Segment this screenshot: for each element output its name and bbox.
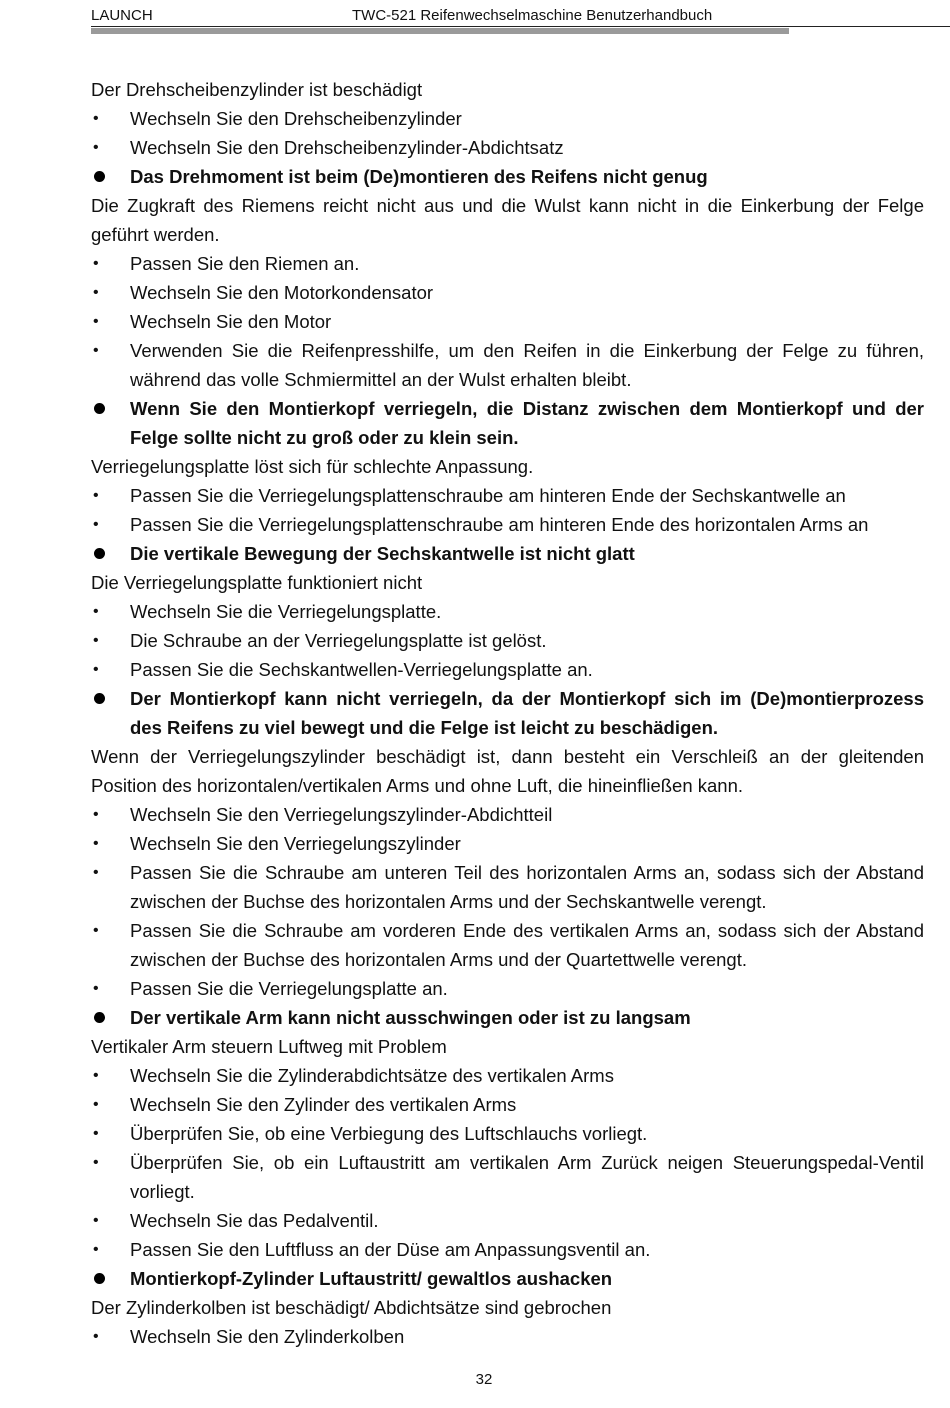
bullet-icon: • xyxy=(93,661,99,678)
bullet-item xyxy=(91,974,924,1003)
bullet-item xyxy=(91,336,924,394)
bullet-icon: • xyxy=(93,516,99,533)
bullet-item xyxy=(91,1322,924,1351)
bullet-item xyxy=(91,626,924,655)
bullet-text: Passen Sie den Riemen an. xyxy=(130,253,360,274)
bullet-icon: • xyxy=(93,864,99,881)
bullet-text: Wechseln Sie den Drehscheibenzylinder xyxy=(130,108,462,129)
bullet-icon: • xyxy=(93,139,99,156)
paragraph: Vertikaler Arm steuern Luftweg mit Problem xyxy=(91,1036,447,1057)
document-body xyxy=(91,75,924,1351)
bullet-item xyxy=(91,249,924,278)
bullet-text: Wechseln Sie das Pedalventil. xyxy=(130,1210,379,1231)
bullet-icon: • xyxy=(93,342,99,359)
section-heading xyxy=(91,1003,924,1032)
bullet-text: Passen Sie die Schraube am unteren Teil des horizontalen Arms an, sodass sich der Abstand zwischen der Buchse des horizontalen Arms und der Sechskantwelle verengt. xyxy=(130,862,924,912)
bullet-item xyxy=(91,916,924,974)
bullet-text: Überprüfen Sie, ob ein Luftaustritt am vertikalen Arm Zurück neigen Steuerungspedal-Ventil vorliegt. xyxy=(130,1152,924,1202)
bullet-icon: • xyxy=(93,284,99,301)
page-header xyxy=(91,6,789,26)
bullet-icon: • xyxy=(93,835,99,852)
bullet-text: Die Schraube an der Verriegelungsplatte ist gelöst. xyxy=(130,630,547,651)
bullet-icon: • xyxy=(93,632,99,649)
bullet-item xyxy=(91,800,924,829)
bullet-item xyxy=(91,655,924,684)
section-heading xyxy=(91,162,924,191)
heading-text: Wenn Sie den Montierkopf verriegeln, die Distanz zwischen dem Montierkopf und der Felge sollte nicht zu groß oder zu klein sein. xyxy=(130,398,924,448)
heading-text: Der vertikale Arm kann nicht ausschwingen oder ist zu langsam xyxy=(130,1007,691,1028)
filled-circle-bullet-icon xyxy=(94,1012,105,1023)
bullet-icon: • xyxy=(93,487,99,504)
bullet-text: Wechseln Sie die Zylinderabdichtsätze des vertikalen Arms xyxy=(130,1065,614,1086)
bullet-icon: • xyxy=(93,980,99,997)
bullet-text: Passen Sie die Sechskantwellen-Verriegelungsplatte an. xyxy=(130,659,593,680)
header-brand: LAUNCH xyxy=(91,7,153,24)
section-heading xyxy=(91,539,924,568)
bullet-icon: • xyxy=(93,1241,99,1258)
paragraph: Die Zugkraft des Riemens reicht nicht aus und die Wulst kann nicht in die Einkerbung der Felge geführt werden. xyxy=(91,195,924,245)
filled-circle-bullet-icon xyxy=(94,548,105,559)
bullet-item xyxy=(91,1206,924,1235)
section-heading xyxy=(91,684,924,742)
bullet-text: Wechseln Sie den Drehscheibenzylinder-Abdichtsatz xyxy=(130,137,564,158)
bullet-text: Wechseln Sie den Zylinder des vertikalen Arms xyxy=(130,1094,517,1115)
bullet-icon: • xyxy=(93,1096,99,1113)
bullet-icon: • xyxy=(93,110,99,127)
heading-text: Das Drehmoment ist beim (De)montieren des Reifens nicht genug xyxy=(130,166,708,187)
bullet-text: Wechseln Sie die Verriegelungsplatte. xyxy=(130,601,442,622)
paragraph: Verriegelungsplatte löst sich für schlechte Anpassung. xyxy=(91,456,534,477)
header-divider xyxy=(91,26,950,27)
heading-text: Die vertikale Bewegung der Sechskantwelle ist nicht glatt xyxy=(130,543,635,564)
bullet-icon: • xyxy=(93,1125,99,1142)
bullet-item xyxy=(91,1119,924,1148)
bullet-item xyxy=(91,133,924,162)
bullet-text: Wechseln Sie den Motorkondensator xyxy=(130,282,434,303)
bullet-item xyxy=(91,278,924,307)
bullet-icon: • xyxy=(93,922,99,939)
bullet-icon: • xyxy=(93,1328,99,1345)
header-shade-bar xyxy=(91,28,789,34)
section-heading xyxy=(91,394,924,452)
page-number: 32 xyxy=(475,1371,493,1388)
bullet-text: Passen Sie die Verriegelungsplattenschraube am hinteren Ende des horizontalen Arms an xyxy=(130,514,869,535)
bullet-text: Überprüfen Sie, ob eine Verbiegung des Luftschlauchs vorliegt. xyxy=(130,1123,648,1144)
bullet-icon: • xyxy=(93,313,99,330)
paragraph: Der Drehscheibenzylinder ist beschädigt xyxy=(91,79,423,100)
bullet-item xyxy=(91,307,924,336)
bullet-item xyxy=(91,1061,924,1090)
paragraph: Der Zylinderkolben ist beschädigt/ Abdichtsätze sind gebrochen xyxy=(91,1297,612,1318)
bullet-item xyxy=(91,1148,924,1206)
bullet-icon: • xyxy=(93,1212,99,1229)
bullet-item xyxy=(91,858,924,916)
bullet-item xyxy=(91,829,924,858)
bullet-item xyxy=(91,481,924,510)
bullet-text: Passen Sie die Verriegelungsplattenschraube am hinteren Ende der Sechskantwelle an xyxy=(130,485,846,506)
bullet-text: Wechseln Sie den Zylinderkolben xyxy=(130,1326,405,1347)
bullet-item xyxy=(91,104,924,133)
header-title: TWC-521 Reifenwechselmaschine Benutzerhandbuch xyxy=(352,7,713,24)
section-heading xyxy=(91,1264,924,1293)
paragraph: Wenn der Verriegelungszylinder beschädigt ist, dann besteht ein Verschleiß an der gleitenden Position des horizontalen/vertikalen Arms und ohne Luft, die hineinfließen kann. xyxy=(91,746,924,796)
bullet-text: Verwenden Sie die Reifenpresshilfe, um den Reifen in die Einkerbung der Felge zu führen, während das volle Schmiermittel an der Wulst erhalten bleibt. xyxy=(130,340,924,390)
bullet-item xyxy=(91,1090,924,1119)
filled-circle-bullet-icon xyxy=(94,1273,105,1284)
paragraph: Die Verriegelungsplatte funktioniert nicht xyxy=(91,572,423,593)
bullet-icon: • xyxy=(93,806,99,823)
bullet-text: Wechseln Sie den Verriegelungszylinder-Abdichtteil xyxy=(130,804,553,825)
bullet-icon: • xyxy=(93,1067,99,1084)
bullet-text: Wechseln Sie den Motor xyxy=(130,311,332,332)
bullet-icon: • xyxy=(93,1154,99,1171)
heading-text: Montierkopf-Zylinder Luftaustritt/ gewaltlos aushacken xyxy=(130,1268,613,1289)
bullet-text: Passen Sie die Verriegelungsplatte an. xyxy=(130,978,448,999)
bullet-item xyxy=(91,1235,924,1264)
bullet-icon: • xyxy=(93,603,99,620)
heading-text: Der Montierkopf kann nicht verriegeln, da der Montierkopf sich im (De)montierprozess des Reifens zu viel bewegt und die Felge ist leicht zu beschädigen. xyxy=(130,688,924,738)
bullet-icon: • xyxy=(93,255,99,272)
bullet-item xyxy=(91,510,924,539)
bullet-text: Wechseln Sie den Verriegelungszylinder xyxy=(130,833,461,854)
filled-circle-bullet-icon xyxy=(94,403,105,414)
bullet-item xyxy=(91,597,924,626)
filled-circle-bullet-icon xyxy=(94,693,105,704)
bullet-text: Passen Sie den Luftfluss an der Düse am Anpassungsventil an. xyxy=(130,1239,651,1260)
bullet-text: Passen Sie die Schraube am vorderen Ende des vertikalen Arms an, sodass sich der Abstand zwischen der Buchse des horizontalen Arms und der Quartettwelle verengt. xyxy=(130,920,924,970)
filled-circle-bullet-icon xyxy=(94,171,105,182)
